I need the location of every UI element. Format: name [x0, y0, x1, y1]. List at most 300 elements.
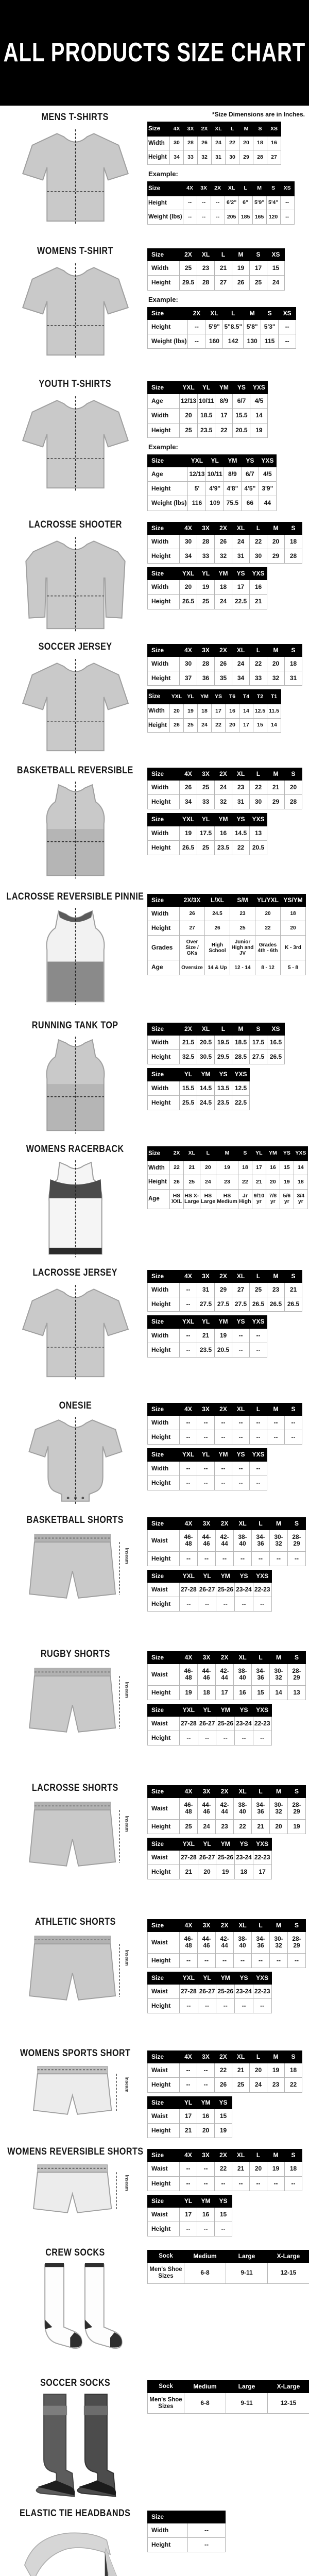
size-col-header: 2X — [180, 1023, 197, 1035]
table-cell: 116 — [188, 496, 206, 511]
table-cell: 19 — [197, 580, 215, 595]
table-cell: -- — [180, 1416, 197, 1430]
size-col-header: XS — [280, 181, 294, 196]
table-cell: 14 — [250, 409, 268, 423]
table-cell: 29.5 — [180, 276, 197, 290]
row-label: Width — [148, 781, 180, 795]
size-table — [147, 1919, 306, 1968]
size-col-header: L — [250, 644, 267, 656]
table-cell: 22 — [215, 2063, 232, 2078]
table-cell: 23 — [267, 2078, 285, 2092]
table-row — [148, 840, 267, 855]
size-col-header: 2X — [215, 1270, 232, 1282]
table-cell: 6'2" — [225, 196, 238, 210]
table-corner-cell: Size — [148, 122, 170, 137]
size-col-header: L — [252, 1652, 270, 1664]
table-cell: 26-27 — [198, 1716, 216, 1731]
row-label: Waist — [148, 1798, 180, 1819]
section-right-column — [146, 761, 309, 857]
table-cell: 24 — [250, 2078, 267, 2092]
size-col-header: M — [239, 122, 253, 137]
table-cell: 26.5 — [267, 1297, 285, 1312]
athletic-shorts-image — [18, 1930, 133, 2005]
size-col-header: 4X — [180, 644, 197, 656]
size-col-header: 3X — [184, 122, 198, 137]
size-col-header: YM — [266, 1146, 280, 1161]
size-col-header: S — [250, 249, 267, 261]
table-cell: 28 — [197, 657, 215, 671]
table-cell: 16 — [234, 1685, 252, 1700]
section-youth-tshirts — [0, 372, 309, 513]
section-left-column — [4, 1140, 146, 1260]
table-cell: 26-27 — [198, 1582, 216, 1597]
table-cell: 5'9" — [205, 319, 223, 334]
table-header-row — [148, 307, 296, 319]
table-cell: 13.5 — [215, 1081, 232, 1095]
table-cell: 20 — [267, 657, 285, 671]
size-col-header: XS — [267, 1023, 285, 1035]
table-cell: -- — [280, 210, 294, 225]
table-header-row — [148, 2149, 302, 2162]
section-left-column — [4, 2243, 146, 2371]
size-col-header: S — [238, 1146, 252, 1161]
table-header-row — [148, 1403, 302, 1415]
size-col-header: L — [250, 522, 267, 534]
size-col-header: L — [250, 1403, 267, 1415]
size-col-header: YXS — [250, 568, 267, 580]
size-col-header: 2X — [216, 1786, 234, 1798]
table-cell: -- — [215, 2176, 232, 2191]
section-left-column — [4, 1778, 146, 1871]
size-col-header: XL — [225, 181, 238, 196]
table-cell: 19 — [180, 826, 197, 840]
table-cell: 24 — [200, 1175, 216, 1190]
table-cell: 18 — [238, 1161, 252, 1175]
size-table — [147, 1068, 250, 1110]
section-right-column — [146, 515, 309, 612]
table-cell: 29 — [267, 549, 285, 563]
size-table — [147, 248, 285, 291]
table-cell: 16 — [267, 136, 281, 150]
section-title: RUNNING TANK TOP — [32, 1020, 118, 1031]
row-label: Width — [148, 136, 170, 150]
section-right-column — [146, 1778, 309, 1882]
size-col-header: 2X — [198, 122, 212, 137]
size-col-header: 2X — [180, 249, 197, 261]
row-label: Waist — [148, 1716, 180, 1731]
section-left-column — [4, 2504, 146, 2576]
table-cell: -- — [188, 2523, 226, 2537]
table-cell: 13 — [288, 1685, 306, 1700]
table-cell: Grades 4th - 6th — [255, 936, 281, 960]
table-cell: 21 — [232, 2063, 250, 2078]
section-left-column — [4, 242, 146, 362]
table-cell: -- — [267, 1430, 285, 1445]
table-row — [148, 2207, 232, 2222]
table-corner-cell: Size — [148, 814, 180, 826]
size-col-header: M — [270, 1652, 288, 1664]
size-col-header: T2 — [253, 690, 267, 704]
table-cell: 16 — [226, 704, 239, 719]
section-running-tank-top — [0, 1014, 309, 1138]
section-right-column — [146, 1511, 309, 1614]
table-cell: -- — [250, 1476, 267, 1490]
row-label: Height — [148, 2078, 180, 2092]
size-table — [147, 1023, 285, 1065]
size-col-header: 3X — [198, 1652, 216, 1664]
table-cell: -- — [215, 1476, 232, 1490]
table-cell: 17 — [180, 2109, 197, 2123]
table-corner-cell: Size — [148, 454, 188, 467]
table-cell: 23.5 — [198, 423, 215, 437]
table-row — [148, 2538, 226, 2552]
size-col-header: S — [250, 1023, 267, 1035]
inseam-label: Inseam — [125, 1816, 130, 1832]
size-col-header: 2X — [215, 522, 232, 534]
table-cell: K - 3rd — [281, 936, 306, 960]
table-cell: 14 — [267, 718, 281, 733]
table-cell: 24 — [212, 136, 226, 150]
section-womens-sports-short — [0, 2042, 309, 2140]
table-corner-cell: Size — [148, 2096, 180, 2109]
table-cell: -- — [197, 210, 211, 225]
table-cell: 26.5 — [267, 1050, 285, 1064]
size-col-header: YXL — [180, 1316, 197, 1328]
table-row — [148, 1081, 250, 1095]
size-col-header: YXL — [180, 382, 198, 394]
table-cell: -- — [188, 319, 205, 334]
size-col-header: YS — [232, 814, 250, 826]
section-title: SOCCER JERSEY — [39, 641, 112, 653]
table-cell: 20 — [266, 1175, 280, 1190]
size-col-header: YS — [215, 1069, 232, 1081]
table-cell: 35 — [215, 671, 232, 686]
table-row — [148, 936, 306, 960]
row-label: Width — [148, 580, 180, 595]
row-label: Width — [148, 1036, 180, 1050]
size-table — [147, 1651, 306, 1700]
table-cell: 22 — [250, 534, 267, 549]
size-col-header: YL — [197, 568, 215, 580]
table-cell: -- — [198, 1953, 216, 1968]
size-col-header: YL — [198, 1570, 216, 1582]
table-row — [148, 1932, 306, 1953]
section-left-column — [4, 1912, 146, 2005]
table-cell: 29 — [215, 1283, 232, 1297]
table-cell: 17 — [253, 1865, 271, 1879]
example-label: Example: — [148, 296, 306, 303]
row-label: Men's Shoe Sizes — [148, 2263, 184, 2283]
table-cell: 34 — [180, 795, 197, 809]
table-header-row — [148, 1920, 306, 1932]
table-row — [148, 1328, 267, 1343]
table-cell: 25 — [180, 261, 197, 276]
size-col-header: YXS — [253, 1704, 271, 1716]
table-cell: 15 — [280, 1161, 294, 1175]
table-cell: -- — [253, 1731, 271, 1745]
table-cell: -- — [180, 1953, 198, 1968]
size-col-header: XL — [232, 644, 250, 656]
section-right-column — [146, 2142, 309, 2239]
table-corner-cell: Size — [148, 1704, 180, 1716]
table-cell: 27.5 — [215, 1297, 232, 1312]
table-cell: -- — [232, 1430, 250, 1445]
table-corner-cell: Sock — [148, 2250, 184, 2263]
size-col-header: YM — [215, 1449, 232, 1461]
table-cell: Over Size / GKs — [180, 936, 205, 960]
table-corner-cell: Size — [148, 1972, 180, 1984]
table-cell: -- — [197, 2063, 215, 2078]
table-row — [148, 319, 296, 334]
size-table — [147, 894, 306, 975]
table-cell: 26.5 — [285, 1297, 302, 1312]
table-row — [148, 1461, 267, 1476]
table-corner-cell: Size — [148, 1069, 180, 1081]
table-row — [148, 1850, 272, 1865]
size-col-header: 4X — [180, 522, 197, 534]
table-cell: 20 — [255, 907, 281, 921]
table-cell: 22 — [232, 840, 250, 855]
table-corner-cell: Sock — [148, 2380, 184, 2393]
size-col-header: YL — [198, 1972, 216, 1984]
row-label: Height — [148, 1476, 180, 1490]
section-right-column — [146, 1140, 309, 1211]
table-corner-cell: Size — [148, 1023, 180, 1035]
table-cell: 26-27 — [198, 1850, 216, 1865]
table-cell: 34 — [232, 671, 250, 686]
size-col-header: YXS — [250, 1316, 267, 1328]
womens-tshirt-image — [18, 259, 133, 362]
size-col-header: T1 — [267, 690, 281, 704]
table-cell: 4'5" — [241, 482, 259, 496]
table-cell: 33 — [184, 150, 198, 165]
table-row — [148, 276, 285, 290]
table-cell: 12.5 — [253, 704, 267, 719]
table-cell: -- — [250, 1430, 267, 1445]
table-cell: 4'9" — [206, 482, 224, 496]
table-corner-cell: Size — [148, 768, 180, 780]
elastic-tie-headbands-image — [18, 2521, 133, 2576]
section-lacrosse-reversible-pinnie — [0, 885, 309, 1014]
table-cell: 15 — [215, 2109, 232, 2123]
table-cell: 16.5 — [267, 1036, 285, 1050]
size-col-header: XL — [232, 1403, 250, 1415]
section-right-column — [146, 2044, 309, 2140]
section-title: WOMENS SPORTS SHORT — [20, 2048, 130, 2059]
size-col-header: YL — [198, 1704, 216, 1716]
table-cell: -- — [285, 1430, 302, 1445]
section-womens-tshirt — [0, 240, 309, 372]
table-row — [148, 1283, 302, 1297]
row-label: Height — [148, 319, 188, 334]
table-cell: 27 — [180, 921, 205, 936]
size-col-header: YXL — [180, 568, 197, 580]
table-cell: 5'8" — [244, 319, 261, 334]
section-title: MENS T-SHIRTS — [42, 112, 109, 123]
table-row — [148, 467, 277, 481]
size-col-header: YS — [235, 1704, 253, 1716]
table-header-row — [148, 522, 302, 534]
table-row — [148, 2263, 309, 2283]
table-cell: 20 — [200, 1161, 216, 1175]
table-cell: -- — [235, 1597, 253, 1612]
size-col-header: YL — [180, 1069, 197, 1081]
table-header-row — [148, 249, 285, 261]
section-soccer-socks — [0, 2371, 309, 2502]
table-cell: 25 — [197, 840, 215, 855]
table-cell: 27.5 — [232, 1297, 250, 1312]
size-col-header: YM — [198, 690, 212, 704]
table-cell: 8 - 12 — [255, 960, 281, 975]
size-col-header: YXS — [232, 1069, 250, 1081]
table-cell: 18 — [253, 136, 267, 150]
size-table — [147, 2050, 302, 2093]
table-cell: HS XXL — [170, 1189, 184, 1209]
table-row — [148, 1597, 272, 1612]
size-col-header: 3X — [197, 1270, 215, 1282]
table-row — [148, 1343, 267, 1357]
size-col-header: YXS — [250, 382, 268, 394]
table-header-row — [148, 2380, 309, 2393]
table-corner-cell: Size — [148, 2051, 180, 2063]
running-tank-top-image — [18, 1033, 133, 1136]
row-label: Height — [148, 2176, 180, 2191]
table-cell: 26 — [215, 534, 232, 549]
size-col-header: 3X — [198, 1786, 216, 1798]
table-cell: -- — [215, 1461, 232, 1476]
section-womens-racerback — [0, 1138, 309, 1261]
table-cell: -- — [180, 1283, 197, 1297]
size-col-header: Medium — [184, 2380, 226, 2393]
size-col-header: 2X — [211, 181, 225, 196]
table-cell: -- — [232, 2176, 250, 2191]
table-cell: -- — [180, 1551, 198, 1566]
size-col-header: XL — [212, 122, 226, 137]
table-cell: 5'3" — [261, 319, 279, 334]
row-label: Height — [148, 1999, 180, 2013]
table-cell: 14.5 — [197, 1081, 215, 1095]
size-col-header: M — [267, 522, 285, 534]
table-header-row — [148, 1838, 272, 1850]
basketball-reversible-image — [18, 778, 133, 881]
table-cell: 25-26 — [216, 1716, 235, 1731]
size-col-header: L — [250, 768, 267, 780]
table-cell: -- — [211, 196, 225, 210]
table-corner-cell: Size — [148, 1652, 180, 1664]
row-label: Width — [148, 534, 180, 549]
table-row — [148, 1731, 272, 1745]
table-cell: 20.5 — [250, 840, 267, 855]
size-table — [147, 1517, 306, 1566]
size-col-header: 4X — [180, 1270, 197, 1282]
table-cell: 109 — [206, 496, 224, 511]
size-col-header: XL — [197, 1023, 215, 1035]
section-athletic-shorts — [0, 1910, 309, 2042]
table-row — [148, 1095, 250, 1110]
table-cell: 5"8.5" — [223, 319, 244, 334]
table-header-row — [148, 894, 306, 906]
table-cell: 22-23 — [253, 1582, 271, 1597]
table-row — [148, 2123, 232, 2138]
table-cell: 28-29 — [288, 1932, 306, 1953]
size-col-header: YM — [215, 1316, 232, 1328]
table-cell: -- — [180, 2176, 197, 2191]
table-cell: 21 — [250, 595, 267, 609]
size-col-header: M — [252, 181, 266, 196]
table-cell: 18 — [285, 2063, 302, 2078]
table-cell: 42-44 — [216, 1664, 234, 1685]
row-label: Height — [148, 1175, 170, 1190]
section-title: LACROSSE JERSEY — [33, 1267, 117, 1279]
row-label: Height — [148, 2222, 180, 2236]
table-cell: 19 — [180, 1685, 198, 1700]
table-row — [148, 2063, 302, 2078]
table-cell: HS X-Large — [184, 1189, 200, 1209]
section-left-column — [4, 761, 146, 881]
row-label: Waist — [148, 1582, 180, 1597]
size-col-header: L — [215, 249, 232, 261]
row-label: Age — [148, 394, 180, 409]
section-right-column — [146, 242, 309, 351]
table-row — [148, 1476, 267, 1490]
table-header-row — [148, 1518, 306, 1530]
table-cell: 32 — [267, 671, 285, 686]
table-cell: 23-24 — [235, 1582, 253, 1597]
size-table — [147, 2380, 309, 2414]
section-right-column — [146, 2374, 309, 2416]
table-cell: 22-23 — [253, 1984, 271, 1998]
size-col-header: XL — [232, 522, 250, 534]
table-cell: 27-28 — [180, 1582, 198, 1597]
table-cell: 29 — [267, 795, 285, 809]
table-cell: -- — [180, 1430, 197, 1445]
table-row — [148, 1953, 306, 1968]
row-label: Height — [148, 1819, 180, 1834]
table-cell: 27.5 — [197, 1297, 215, 1312]
table-cell: -- — [279, 319, 296, 334]
size-col-header: 4X — [180, 1518, 198, 1530]
table-cell: 26-27 — [198, 1984, 216, 1998]
size-col-header: M — [232, 249, 250, 261]
size-col-header: YS — [232, 1316, 250, 1328]
size-col-header: M — [267, 768, 285, 780]
table-cell: 20 — [170, 704, 184, 719]
table-cell: -- — [252, 1551, 270, 1566]
table-cell: 17.5 — [250, 1036, 267, 1050]
table-cell: 4/5 — [250, 394, 268, 409]
size-col-header: 3X — [197, 768, 215, 780]
row-label: Height — [148, 1430, 180, 1445]
size-col-header: XL — [197, 249, 215, 261]
table-cell: 20 — [226, 718, 239, 733]
table-cell: 32 — [198, 150, 212, 165]
size-table — [147, 2511, 226, 2553]
size-col-header: YL — [206, 454, 224, 467]
row-label: Waist — [148, 1932, 180, 1953]
table-cell: 6-8 — [184, 2263, 226, 2283]
crew-socks-image — [18, 2261, 133, 2371]
size-col-header: M — [267, 1270, 285, 1282]
size-col-header: 4X — [183, 181, 197, 196]
table-cell: 115 — [261, 334, 279, 348]
table-cell: 25 — [184, 1175, 200, 1190]
table-cell: 6-8 — [184, 2393, 226, 2414]
row-label: Width — [148, 2523, 188, 2537]
table-row — [148, 1984, 272, 1998]
table-cell: -- — [183, 196, 197, 210]
size-col-header: T4 — [239, 690, 253, 704]
row-label: Height — [148, 671, 180, 686]
